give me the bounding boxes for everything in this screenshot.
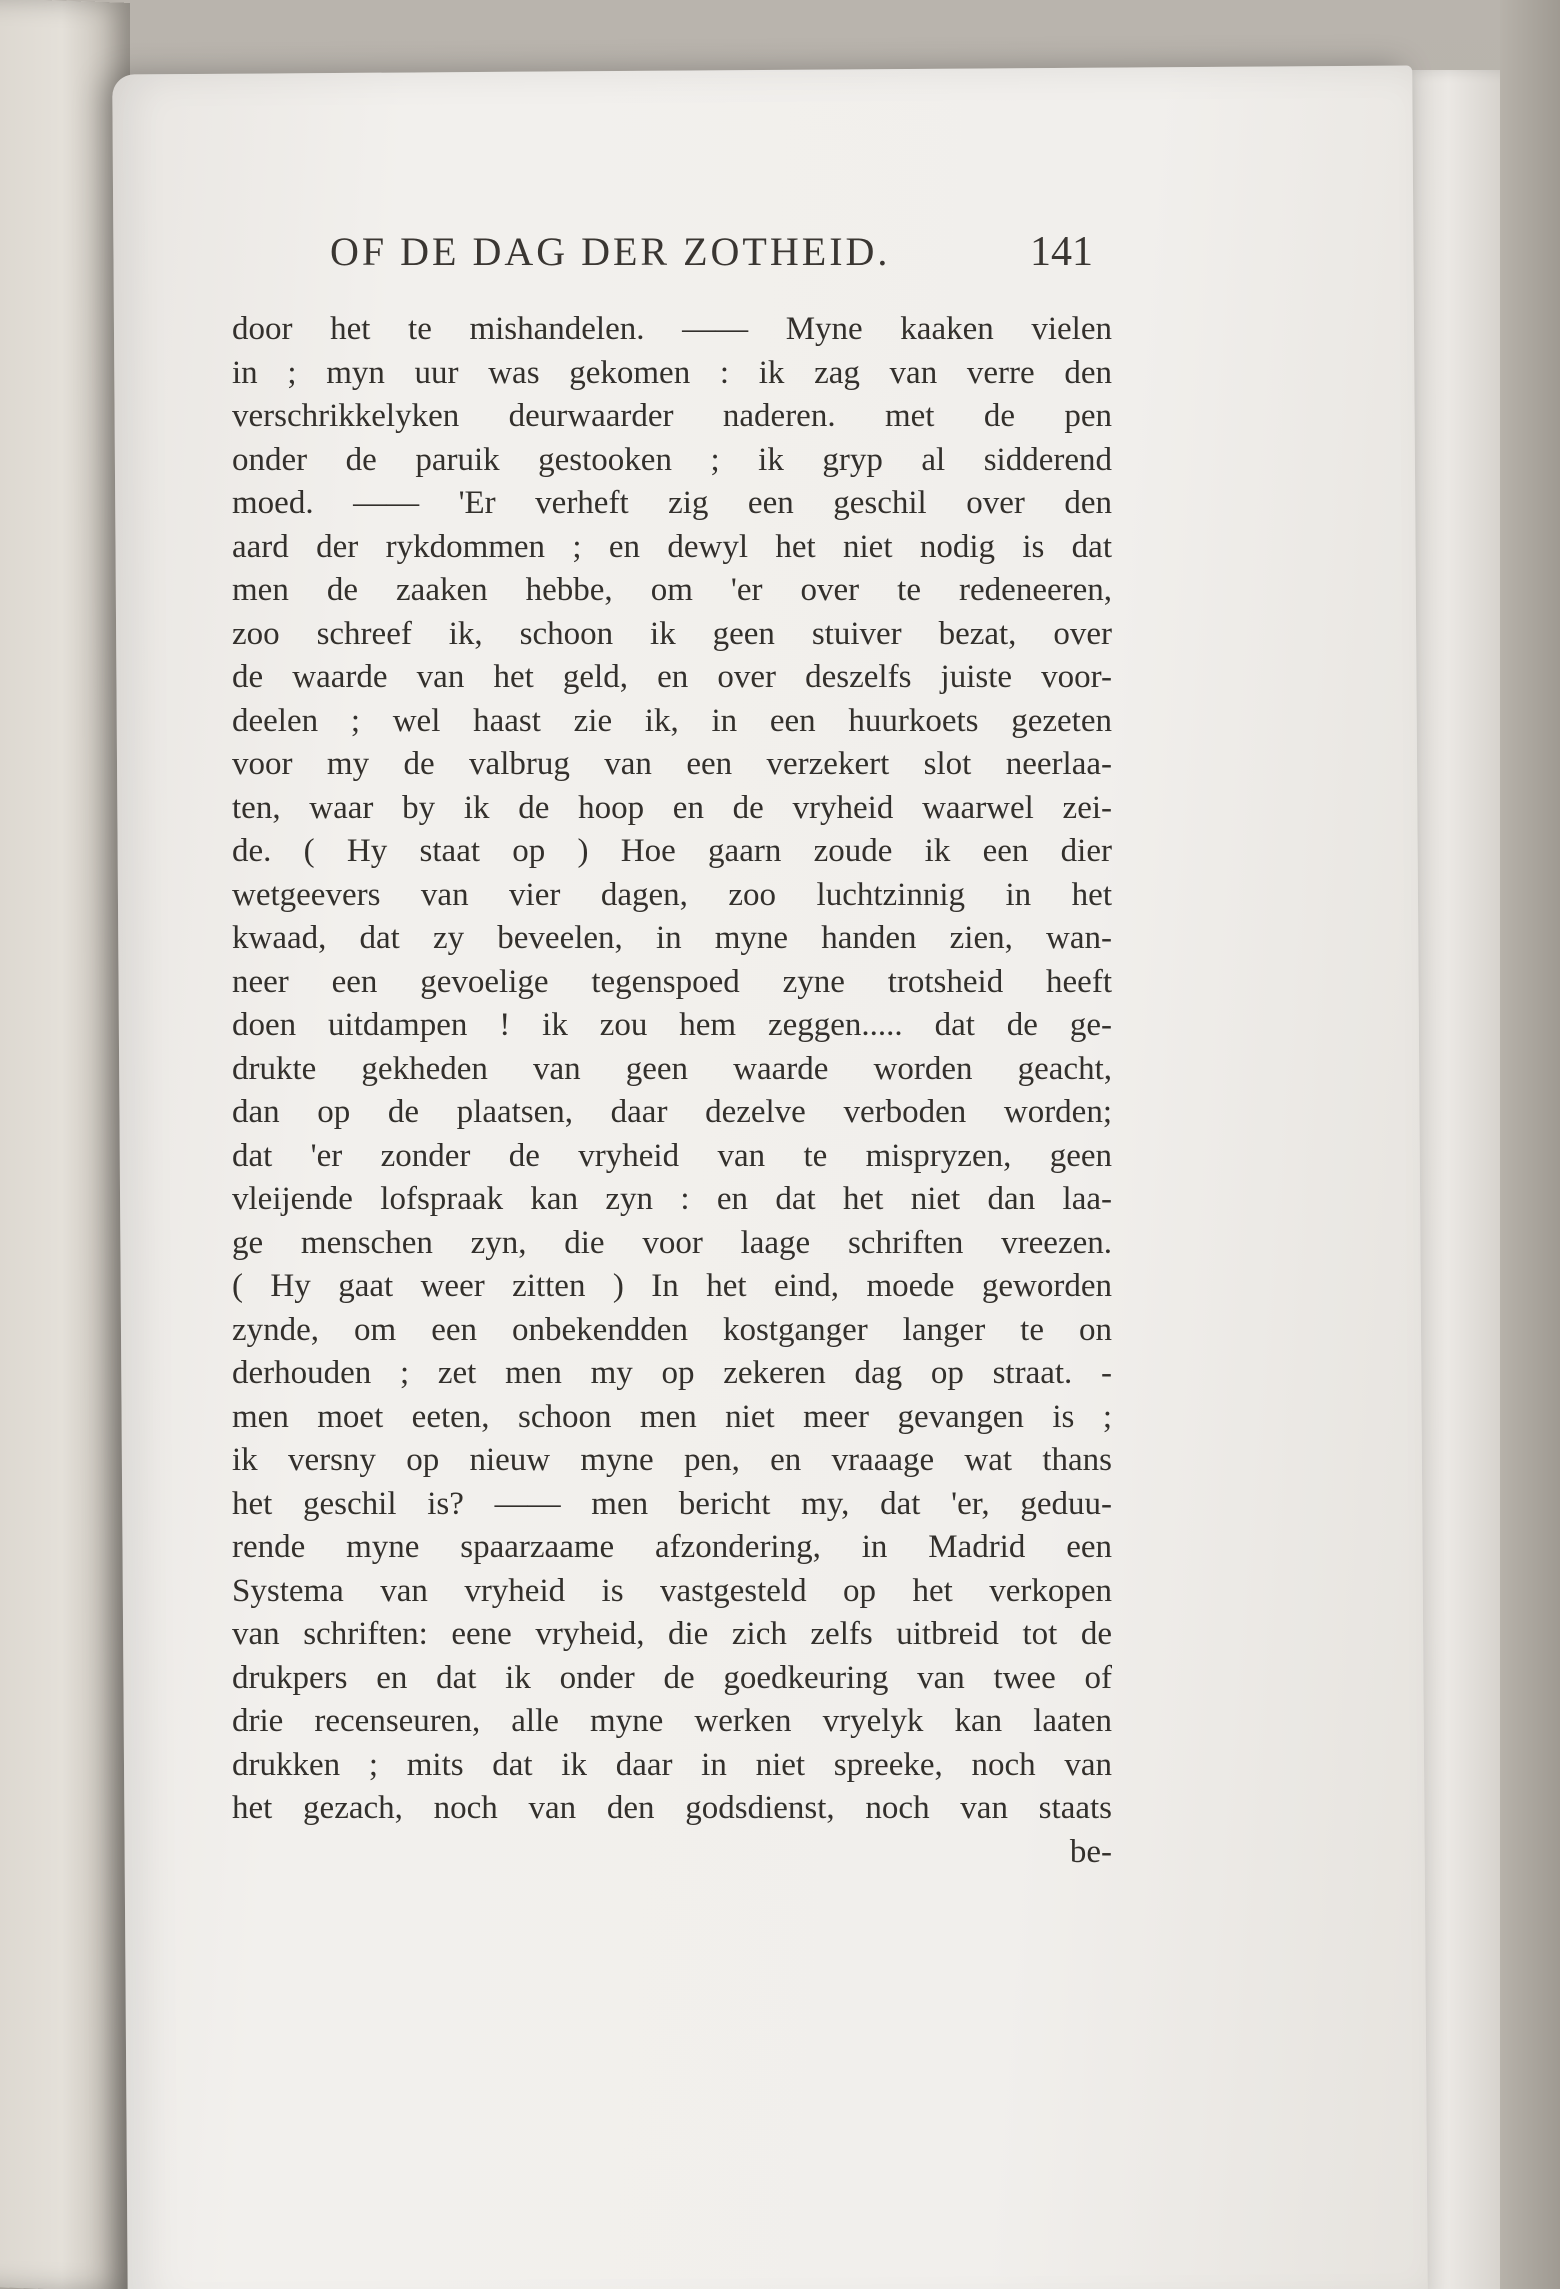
text-line: vleijende lofspraak kan zyn : en dat het niet dan laa- xyxy=(232,1181,1112,1217)
text-line: dat 'er zonder de vryheid van te mispryzen, geen xyxy=(232,1137,1112,1174)
text-line: men de zaaken hebbe, om 'er over te redeneeren, xyxy=(232,572,1112,608)
text-line: neer een gevoelige tegenspoed zyne trotsheid heeft xyxy=(232,963,1112,1000)
text-line: deelen ; wel haast zie ik, in een huurkoets gezeten xyxy=(232,702,1112,739)
text-line: in ; myn uur was gekomen : ik zag van verre den xyxy=(232,354,1112,391)
text-line: ( Hy gaat weer zitten ) In het eind, moede geworden xyxy=(232,1268,1112,1304)
body-text xyxy=(232,308,1112,1874)
left-page-edge xyxy=(0,0,130,2289)
text-line: het gezach, noch van den godsdienst, noch van staats xyxy=(232,1790,1112,1826)
background-surface xyxy=(1500,0,1560,2289)
text-line: moed. —— 'Er verheft zig een geschil over den xyxy=(232,485,1112,521)
text-line: de. ( Hy staat op ) Hoe gaarn zoude ik een dier xyxy=(232,833,1112,869)
text-line: men moet eeten, schoon men niet meer gevangen is ; xyxy=(232,1398,1112,1435)
page-number: 141 xyxy=(1030,229,1093,275)
text-line: ge menschen zyn, die voor laage schriften vreezen. xyxy=(232,1224,1112,1261)
text-line: doen uitdampen ! ik zou hem zeggen..... dat de ge- xyxy=(232,1007,1112,1043)
text-line: kwaad, dat zy beveelen, in myne handen zien, wan- xyxy=(232,920,1112,956)
text-line: drukte gekheden van geen waarde worden geacht, xyxy=(232,1050,1112,1087)
text-line: drie recenseuren, alle myne werken vryelyk kan laaten xyxy=(232,1703,1112,1739)
text-line: zynde, om een onbekendden kostganger langer te on xyxy=(232,1311,1112,1348)
text-line: de waarde van het geld, en over deszelfs juiste voor- xyxy=(232,659,1112,695)
text-line: van schriften: eene vryheid, die zich zelfs uitbreid tot de xyxy=(232,1616,1112,1652)
text-line: Systema van vryheid is vastgesteld op het verkopen xyxy=(232,1572,1112,1609)
text-line: door het te mishandelen. —— Myne kaaken vielen xyxy=(232,311,1112,347)
text-line: zoo schreef ik, schoon ik geen stuiver bezat, over xyxy=(232,615,1112,652)
catchword: be- xyxy=(1069,1833,1112,1870)
text-line: verschrikkelyken deurwaarder naderen. met de pen xyxy=(232,398,1112,434)
text-line: aard der rykdommen ; en dewyl het niet nodig is dat xyxy=(232,528,1112,565)
text-line: het geschil is? —— men bericht my, dat 'er, geduu- xyxy=(232,1485,1112,1522)
text-line: rende myne spaarzaame afzondering, in Madrid een xyxy=(232,1529,1112,1565)
text-line: ik versny op nieuw myne pen, en vraaage wat thans xyxy=(232,1442,1112,1478)
text-line: wetgeevers van vier dagen, zoo luchtzinnig in het xyxy=(232,876,1112,913)
page-header xyxy=(330,228,1180,288)
text-line: voor my de valbrug van een verzekert slot neerlaa- xyxy=(232,746,1112,782)
text-line: drukken ; mits dat ik daar in niet spreeke, noch van xyxy=(232,1746,1112,1783)
text-line: dan op de plaatsen, daar dezelve verboden worden; xyxy=(232,1094,1112,1130)
running-title: OF DE DAG DER ZOTHEID. xyxy=(330,229,891,274)
text-line: drukpers en dat ik onder de goedkeuring van twee of xyxy=(232,1659,1112,1696)
text-line: derhouden ; zet men my op zekeren dag op straat. - xyxy=(232,1355,1112,1391)
text-line: ten, waar by ik de hoop en de vryheid waarwel zei- xyxy=(232,789,1112,826)
text-line: onder de paruik gestooken ; ik gryp al sidderend xyxy=(232,441,1112,478)
